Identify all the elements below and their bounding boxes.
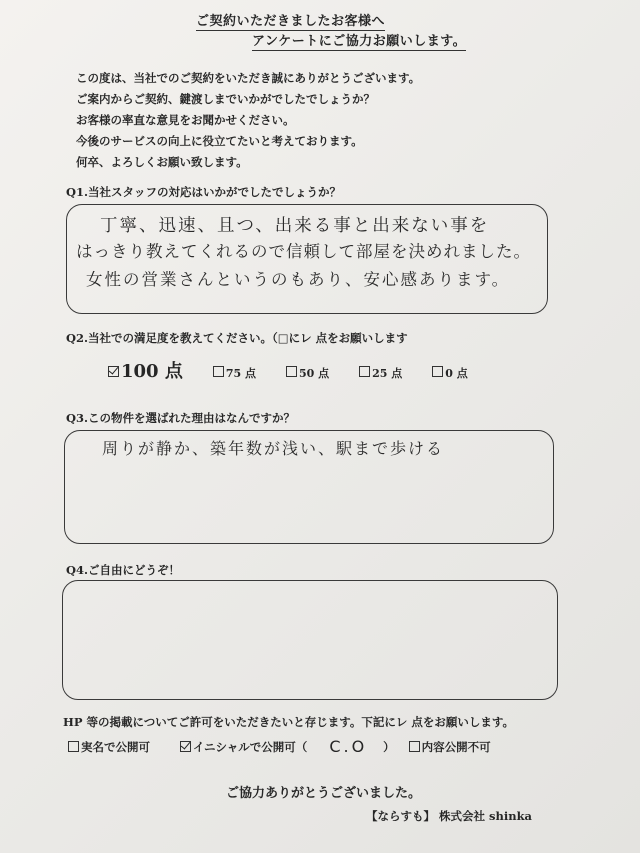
score-label: 25 点 [372, 367, 403, 380]
score-label: 75 点 [225, 367, 256, 380]
intro-line: ご案内からご契約、鍵渡しまでいかがでしたでしょうか？ [76, 92, 375, 106]
company-name: 【ならすも】 株式会社 shinka [366, 809, 532, 823]
hp-permission-options [68, 737, 491, 756]
q1-answer-line: はっきり教えてくれるので信頼して部屋を決めれました。 [76, 242, 531, 261]
q4-question: Q4.ご自由にどうぞ！ [66, 563, 181, 577]
intro-text [76, 68, 420, 173]
checkbox-checked-icon[interactable] [180, 741, 191, 752]
score-label: 50 点 [298, 367, 330, 380]
initials-value: C.O [329, 737, 368, 756]
checkbox-icon[interactable] [432, 366, 443, 377]
option-private-label: 内容公開不可 [421, 739, 491, 754]
score-option-25[interactable] [359, 365, 402, 381]
q3-answer: 周りが静か、築年数が浅い、駅まで歩ける [102, 439, 445, 458]
score-label: 0 点 [445, 367, 468, 380]
option-real-name[interactable] [68, 739, 150, 755]
q1-answer-line: 丁寧、迅速、且つ、出来る事と出来ない事を [100, 216, 490, 236]
checkbox-icon[interactable] [286, 366, 297, 377]
q1-answer-line: 女性の営業さんというのもあり、安心感あります。 [86, 270, 511, 289]
option-real-name-label: 実名で公開可 [81, 739, 150, 754]
score-option-0[interactable] [432, 365, 467, 381]
checkbox-icon[interactable] [409, 741, 420, 752]
score-label: 100 点 [121, 361, 183, 382]
intro-line: この度は、当社でのご契約をいただき誠にありがとうございます。 [76, 71, 421, 85]
option-initial-label: イニシャルで公開可（ [193, 739, 308, 754]
option-private[interactable] [409, 739, 491, 755]
intro-line: 今後のサービスの向上に役立てたいと考えております。 [76, 134, 363, 148]
score-option-100[interactable] [108, 357, 183, 383]
thanks-text: ご協力ありがとうございました。 [226, 786, 422, 801]
header-line-2: アンケートにご協力お願いします。 [252, 30, 466, 51]
score-option-75[interactable] [213, 365, 256, 381]
close-paren: ） [383, 739, 395, 754]
option-initial[interactable] [180, 737, 395, 756]
satisfaction-options [108, 357, 498, 383]
q4-answer-box[interactable] [62, 580, 558, 700]
intro-line: お客様の率直な意見をお聞かせください。 [76, 113, 295, 127]
intro-line: 何卒、よろしくお願い致します。 [76, 155, 248, 169]
q3-question: Q3.この物件を選ばれた理由はなんですか？ [66, 411, 296, 425]
checkbox-checked-icon[interactable] [108, 366, 119, 377]
checkbox-icon[interactable] [68, 741, 79, 752]
score-option-50[interactable] [286, 365, 329, 381]
header-line-1: ご契約いただきましたお客様へ [196, 10, 385, 31]
hp-permission-text: HP 等の掲載についてご許可をいただきたいと存じます。下記にレ 点をお願いします。 [63, 715, 514, 729]
checkbox-icon[interactable] [359, 366, 370, 377]
checkbox-icon[interactable] [213, 366, 224, 377]
q1-question: Q1.当社スタッフの対応はいかがでしたでしょうか？ [66, 185, 342, 199]
q2-question: Q2.当社での満足度を教えてください。（□にレ 点をお願いします [66, 331, 408, 345]
